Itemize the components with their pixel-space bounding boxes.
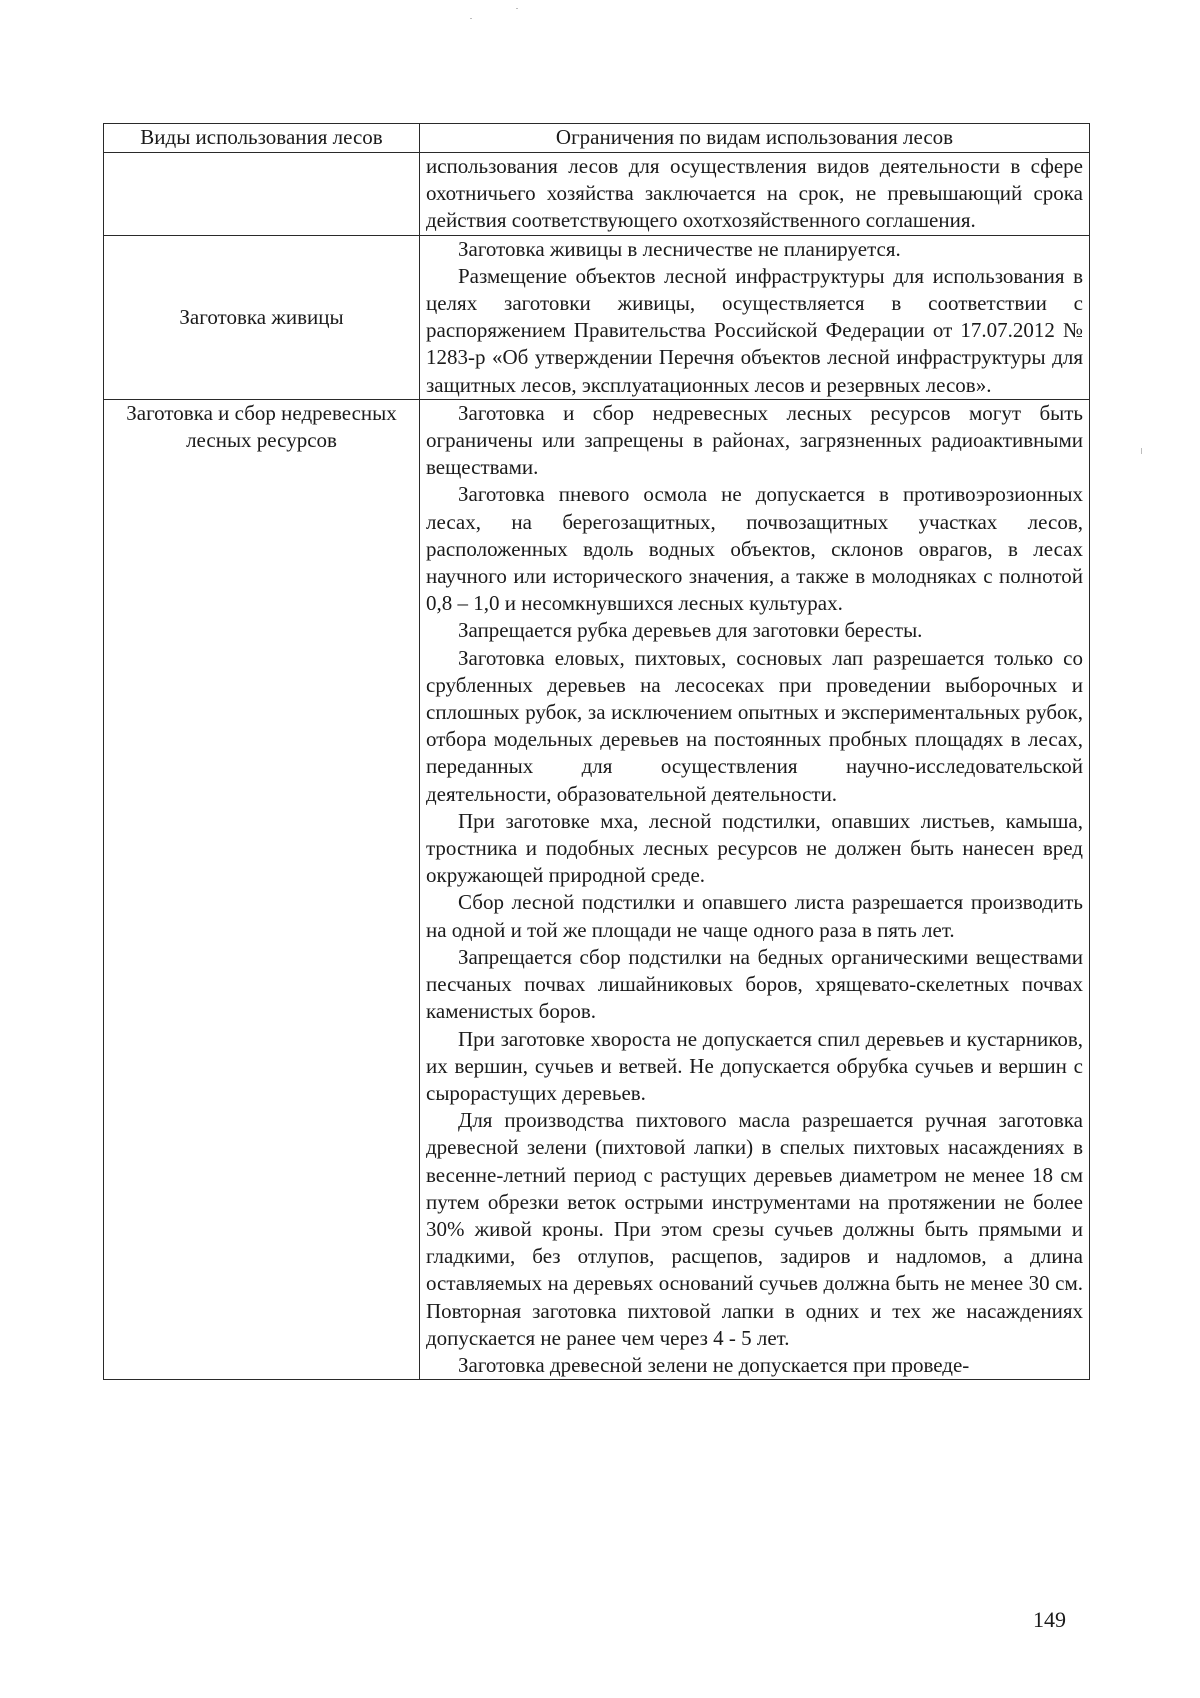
table-header-row xyxy=(104,124,1090,153)
restriction-paragraph: При заготовке мха, лесной подстилки, опавших листьев, камыша, тростника и подобных лесных ресурсов не должен быть нанесен вред окружающей природной среде. xyxy=(426,808,1083,888)
restriction-paragraph: Заготовка еловых, пихтовых, сосновых лап разрешается только со срубленных деревьев на лесосеках при проведении выборочных и сплошных рубок, за исключением опытных и экспериментальных рубок, отбора модельных деревьев на постоянных пробных площадях в лесах, переданных для осуществления научно-исследовательской деятельности, образовательной деятельности. xyxy=(426,645,1083,806)
header-forest-use-types: Виды использования лесов xyxy=(104,124,420,153)
restriction-paragraph: Заготовка и сбор недревесных лесных ресурсов могут быть ограничены или запрещены в районах, загрязненных радиоактивными веществами. xyxy=(426,400,1083,480)
row-restrictions xyxy=(420,153,1090,236)
restriction-paragraph: Заготовка древесной зелени не допускается при проведе- xyxy=(458,1352,970,1377)
restriction-paragraph: Для производства пихтового масла разрешается ручная заготовка древесной зелени (пихтовой лапки) в спелых пихтовых насаждениях в весенне-летний период с растущих деревьев диаметром не менее 18 см путем обрезки веток острыми инструментами на протяжении не более 30% живой кроны. При этом срезы сучьев должны быть прямыми и гладкими, без отлупов, расщепов, задиров и надломов, а длина оставляемых на деревьях оснований сучьев должна быть не менее 30 см. Повторная заготовка пихтовой лапки в одних и тех же насаждениях допускается не ранее чем через 4 - 5 лет. xyxy=(426,1108,1083,1350)
restriction-paragraph: При заготовке хвороста не допускается спил деревьев и кустарников, их вершин, сучьев и ветвей. Не допускается обрубка сучьев и вершин с сырорастущих деревьев. xyxy=(426,1026,1083,1105)
row-restrictions xyxy=(420,235,1090,399)
table-row xyxy=(104,153,1090,236)
row-category: Заготовка живицы xyxy=(104,235,420,399)
restriction-paragraph: Запрещается рубка деревьев для заготовки бересты. xyxy=(458,618,923,643)
scan-speck xyxy=(470,18,472,19)
scan-speck xyxy=(1141,448,1142,454)
restriction-paragraph: Заготовка пневого осмола не допускается в противоэрозионных лесах, на берегозащитных, почвозащитных участках лесов, расположенных вдоль водных объектов, склонов оврагов, в лесах научного или исторического значения, а также в молодняках с полнотой 0,8 – 1,0 и несомкнувшихся лесных культурах. xyxy=(426,482,1083,616)
row-restrictions xyxy=(420,399,1090,1379)
scan-speck xyxy=(516,8,518,9)
page-number: 149 xyxy=(1033,1607,1066,1632)
restriction-paragraph: Запрещается сбор подстилки на бедных органическими веществами песчаных почвах лишайниковых боров, хрящевато-скелетных почвах каменистых боров. xyxy=(426,944,1083,1024)
restriction-paragraph: Размещение объектов лесной инфраструктуры для использования в целях заготовки живицы, осуществляется в соответствии с распоряжением Правительства Российской Федерации от 17.07.2012 № 1283-р «Об утверждении Перечня объектов лесной инфраструктуры для защитных лесов, эксплуатационных лесов и резервных лесов». xyxy=(426,263,1083,397)
row-category: Заготовка и сбор недревесных лесных ресурсов xyxy=(104,399,420,1379)
restriction-paragraph: Сбор лесной подстилки и опавшего листа разрешается производить на одной и той же площади не чаще одного раза в пять лет. xyxy=(426,890,1083,942)
row-category xyxy=(104,153,420,236)
restriction-paragraph: использования лесов для осуществления видов деятельности в сфере охотничьего хозяйства заключается на срок, не превышающий срока действия соответствующего охотхозяйственного соглашения. xyxy=(426,154,1083,233)
forest-use-restrictions-table xyxy=(103,123,1090,1380)
header-restrictions: Ограничения по видам использования лесов xyxy=(420,124,1090,153)
restriction-paragraph: Заготовка живицы в лесничестве не планируется. xyxy=(458,236,901,261)
table-row xyxy=(104,399,1090,1379)
table-row xyxy=(104,235,1090,399)
